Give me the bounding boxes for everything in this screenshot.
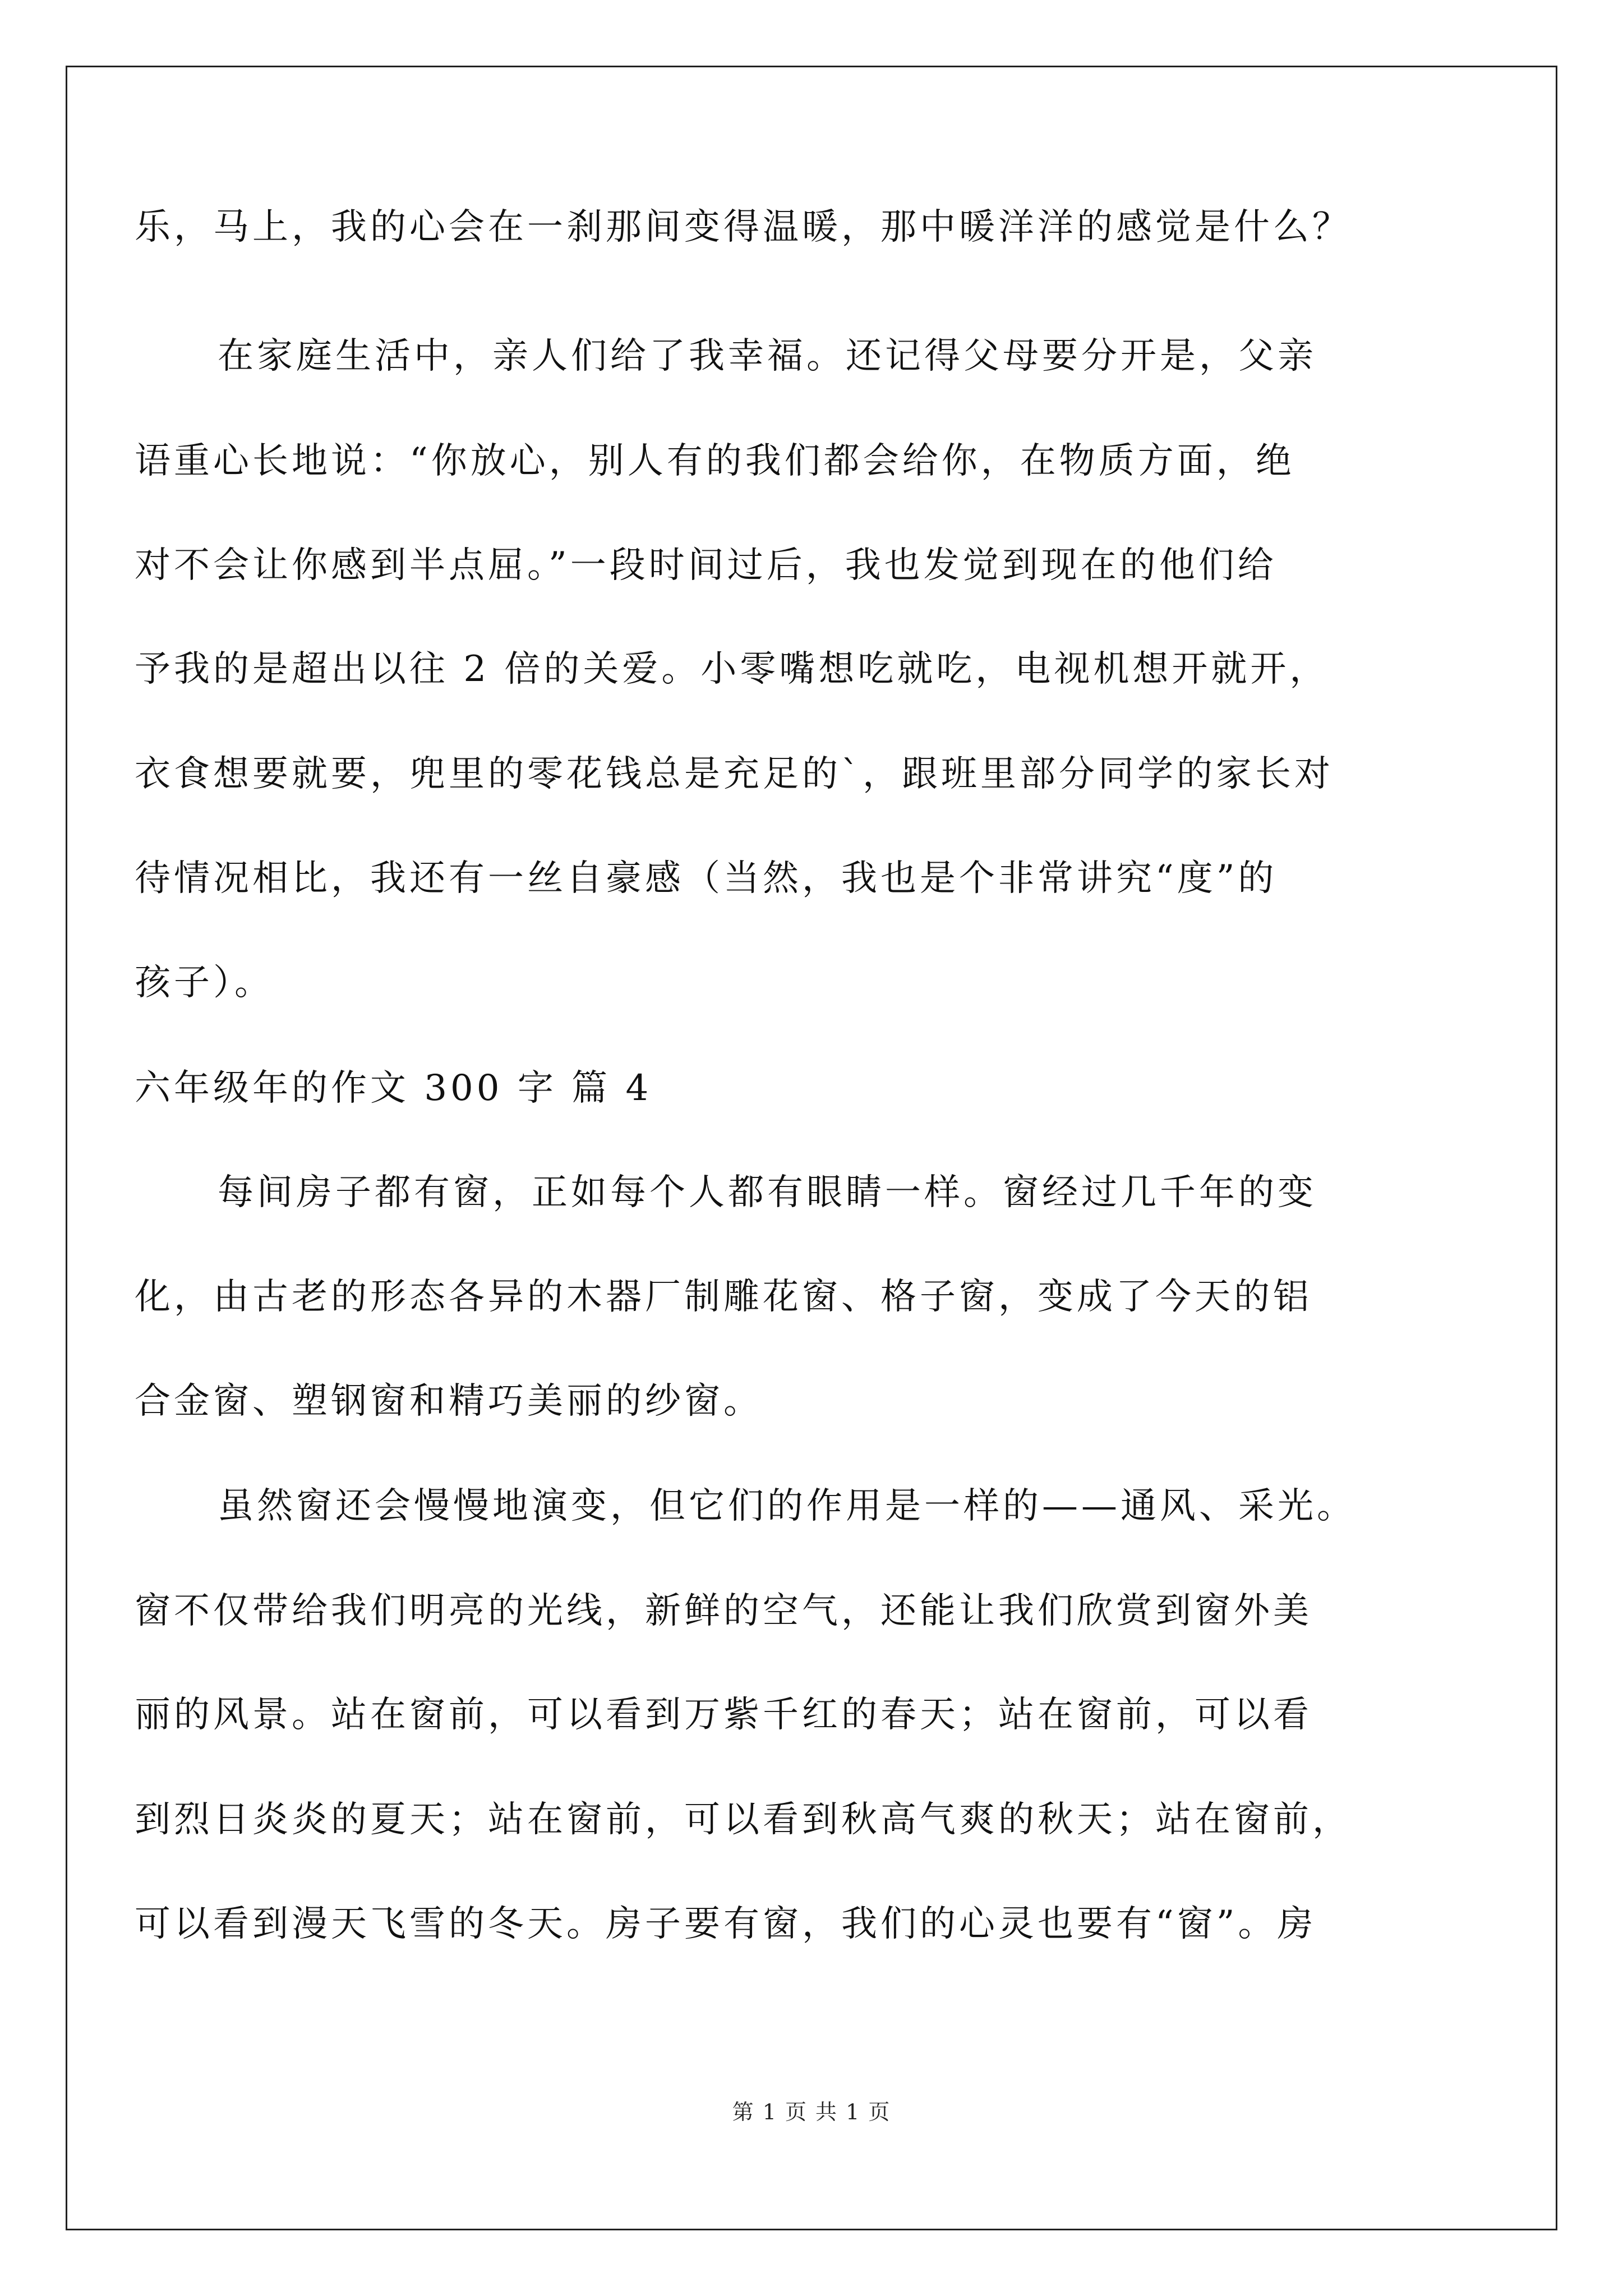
body-line: 到烈日炎炎的夏天；站在窗前，可以看到秋高气爽的秋天；站在窗前， [135, 1799, 1352, 1841]
body-line: 待情况相比，我还有一丝自豪感（当然，我也是个非常讲究“度”的 [135, 858, 1278, 899]
body-line: 孩子）。 [135, 962, 274, 1004]
paragraph-first-line: 在家庭生活中，亲人们给了我幸福。还记得父母要分开是，父亲 [218, 335, 1317, 377]
body-line: 语重心长地说：“你放心，别人有的我们都会给你，在物质方面，绝 [135, 440, 1295, 482]
paragraph-first-line: 每间房子都有窗，正如每个人都有眼睛一样。窗经过几千年的变 [218, 1172, 1317, 1213]
body-line: 丽的风景。站在窗前，可以看到万紫千红的春天；站在窗前，可以看 [135, 1694, 1312, 1736]
body-line: 窗不仅带给我们明亮的光线，新鲜的空气，还能让我们欣赏到窗外美 [135, 1590, 1312, 1632]
body-line: 化，由古老的形态各异的木器厂制雕花窗、格子窗，变成了今天的铝 [135, 1276, 1312, 1318]
page-footer: 第 1 页 共 1 页 [732, 2100, 891, 2124]
body-line: 对不会让你感到半点屈。”一段时间过后，我也发觉到现在的他们给 [135, 545, 1277, 586]
body-line: 予我的是超出以往 2 倍的关爱。小零嘴想吃就吃，电视机想开就开， [135, 648, 1329, 690]
paragraph-first-line: 虽然窗还会慢慢地演变，但它们的作用是一样的——通风、采光。 [218, 1485, 1356, 1527]
body-line: 乐，马上，我的心会在一刹那间变得温暖，那中暖洋洋的感觉是什么？ [135, 206, 1352, 248]
section-heading: 六年级年的作文 300 字 篇 4 [135, 1068, 652, 1109]
body-line: 衣食想要就要，兜里的零花钱总是充足的`，跟班里部分同学的家长对 [135, 753, 1334, 795]
body-line: 合金窗、塑钢窗和精巧美丽的纱窗。 [135, 1381, 763, 1422]
body-line: 可以看到漫天飞雪的冬天。房子要有窗，我们的心灵也要有“窗”。房 [135, 1903, 1317, 1945]
